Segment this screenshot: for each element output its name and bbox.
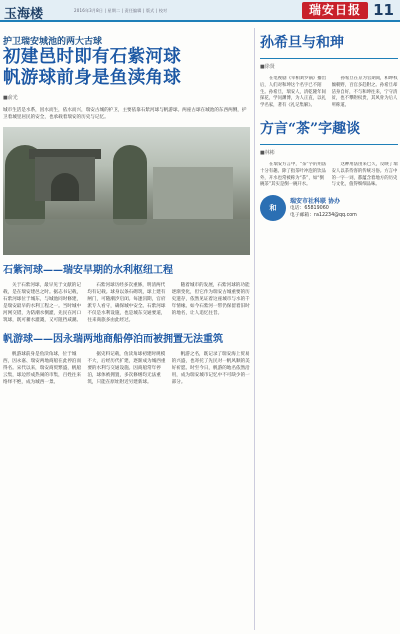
right-article-1-title: 孙希旦与和珅 (260, 35, 344, 51)
section-1-columns (3, 282, 250, 324)
right-article-2-column: 这种用法由来已久，反映了瑞安人以茶待客的传统习俗。方言中的一字一词，都蕴含着地方的历史与文化，值得细细品味。 (331, 161, 398, 188)
article-photo (3, 127, 250, 255)
photo-tree (113, 145, 147, 225)
sponsor-email: 电子邮箱：ra12234@qq.com (290, 212, 357, 218)
right-article-2-column: 在瑞安方言中，“茶”字的用法十分有趣。除了指茶叶冲泡的饮品外，开水也常被称为“茶”，如“倒碗茶”其实是倒一碗开水。 (260, 161, 327, 188)
sponsor-box (260, 195, 398, 221)
right-article-2-author: ■林彬 (260, 149, 275, 156)
divider (260, 58, 398, 59)
right-column (254, 28, 398, 630)
divider (260, 144, 398, 145)
kicker: 护卫瑞安城池的两大古球 (3, 37, 103, 47)
right-article-2-title: 方言“茶”字趣谈 (260, 120, 361, 137)
sponsor-phone: 电话：65819060 (290, 205, 329, 211)
sponsor-text (290, 198, 357, 219)
photo-arch (51, 173, 79, 201)
section-2-column: 帆游球前身是鱼渎角球，位于城西，因永嘉、瑞安两地商船在此停泊而得名。宋代以来，瑞安商贸繁盛，帆船云集，球边形成热闹的市集，百姓往来络绎不绝，成为城西一景。 (3, 352, 82, 385)
date-line: 2016年3月8日 | 星期二 | 责任编辑 | 版式 | 校对 (74, 8, 168, 13)
right-article-1-author: ■徐贤 (260, 64, 275, 70)
section-title: 玉海楼 (4, 7, 44, 22)
sponsor-name: 瑞安市社科联 协办 (290, 197, 341, 205)
photo-water (3, 219, 250, 255)
section-1-title: 石紫河球——瑞安早期的水利枢纽工程 (3, 265, 173, 276)
right-article-2-columns (260, 162, 398, 189)
masthead (0, 0, 400, 22)
section-2-column: 据史料记载，鱼渎角球初建时规模不大，后经历代扩建，逐渐成为城西重要的水利与交通设施。因商船常年停泊，球体被拥置，多次修缮均无法重筑，只能在原址附近另建新球。 (87, 352, 166, 385)
section-1-column: 随着城市的发展，石紫河球的功能逐渐变化，但它作为瑞安古城重要的历史遗存，依然见证着这座城市与水的千年情缘。如今石紫河一带仍保留着旧时的地名，让人追忆往昔。 (171, 283, 250, 316)
lead-paragraph: 城市生活是水系，因水而生，依水而兴，瑞安古城的护卫，主要依靠石紫河球与帆游球。两座古球在城池的东西两侧，护卫着城里居民的安全，也承载着瑞安的历史与记忆。 (3, 108, 247, 120)
section-2-columns (3, 351, 250, 386)
section-2-title: 帆游球——因永瑞两地商船停泊而被拥置无法重筑 (3, 334, 223, 345)
headline-line-1: 初建邑时即有石紫河球 (3, 47, 181, 67)
section-1-column: 石紫河球历经多次重修，明清两代均有记载。球身以条石砌筑，球上建有闸门，可随潮汐启闭。每逢汛期，官府派专人看守，确保城中安全。石紫河球不仅是水利设施，也是城东交通要道，往来商旅多由此经过。 (87, 283, 166, 323)
byline: ■俞光 (3, 95, 18, 101)
sponsor-logo-icon: 和 (260, 195, 286, 221)
right-article-1-column: 在电视剧《宰相刘罗锅》播出后，人们对和珅这个名字已不陌生。孙希旦，瑞安人，清乾隆年间探花，学问渊博，为人正直，以礼学名家，著有《礼记集解》。 (260, 76, 327, 109)
headline-line-2: 帆游球前身是鱼渎角球 (3, 68, 181, 88)
section-1-column: 关于石紫河球，最早见于文献的记载，是在瑞安建邑之时。据志书记载，石紫河球位于城东，与城池同时修建，是瑞安最早的水利工程之一。当时城中河网交错，为防潮水倒灌，先民在河口筑球，既可蓄水灌溉，又可阻挡咸潮。 (3, 283, 82, 323)
section-2-column: 帆游之名，既记录了瑞安海上贸易的兴盛，也寄托了先民对一帆风顺的美好祈愿。时至今日，帆游的地名依然沿用，成为瑞安城市记忆中不可缺少的一部分。 (171, 352, 250, 385)
main-article (3, 28, 250, 630)
photo-building (153, 167, 233, 219)
right-article-1-column: 孙希旦在京为官期间，和珅权倾朝野，百官多趋附之。孙希旦却洁身自好，不与和珅往来，宁守清贫，也不攀附权贵，其风骨为后人所称道。 (331, 76, 398, 109)
newspaper-logo: 瑞安日报 (302, 2, 368, 19)
right-article-1-columns (260, 76, 398, 110)
page-number: 11 (373, 1, 394, 19)
